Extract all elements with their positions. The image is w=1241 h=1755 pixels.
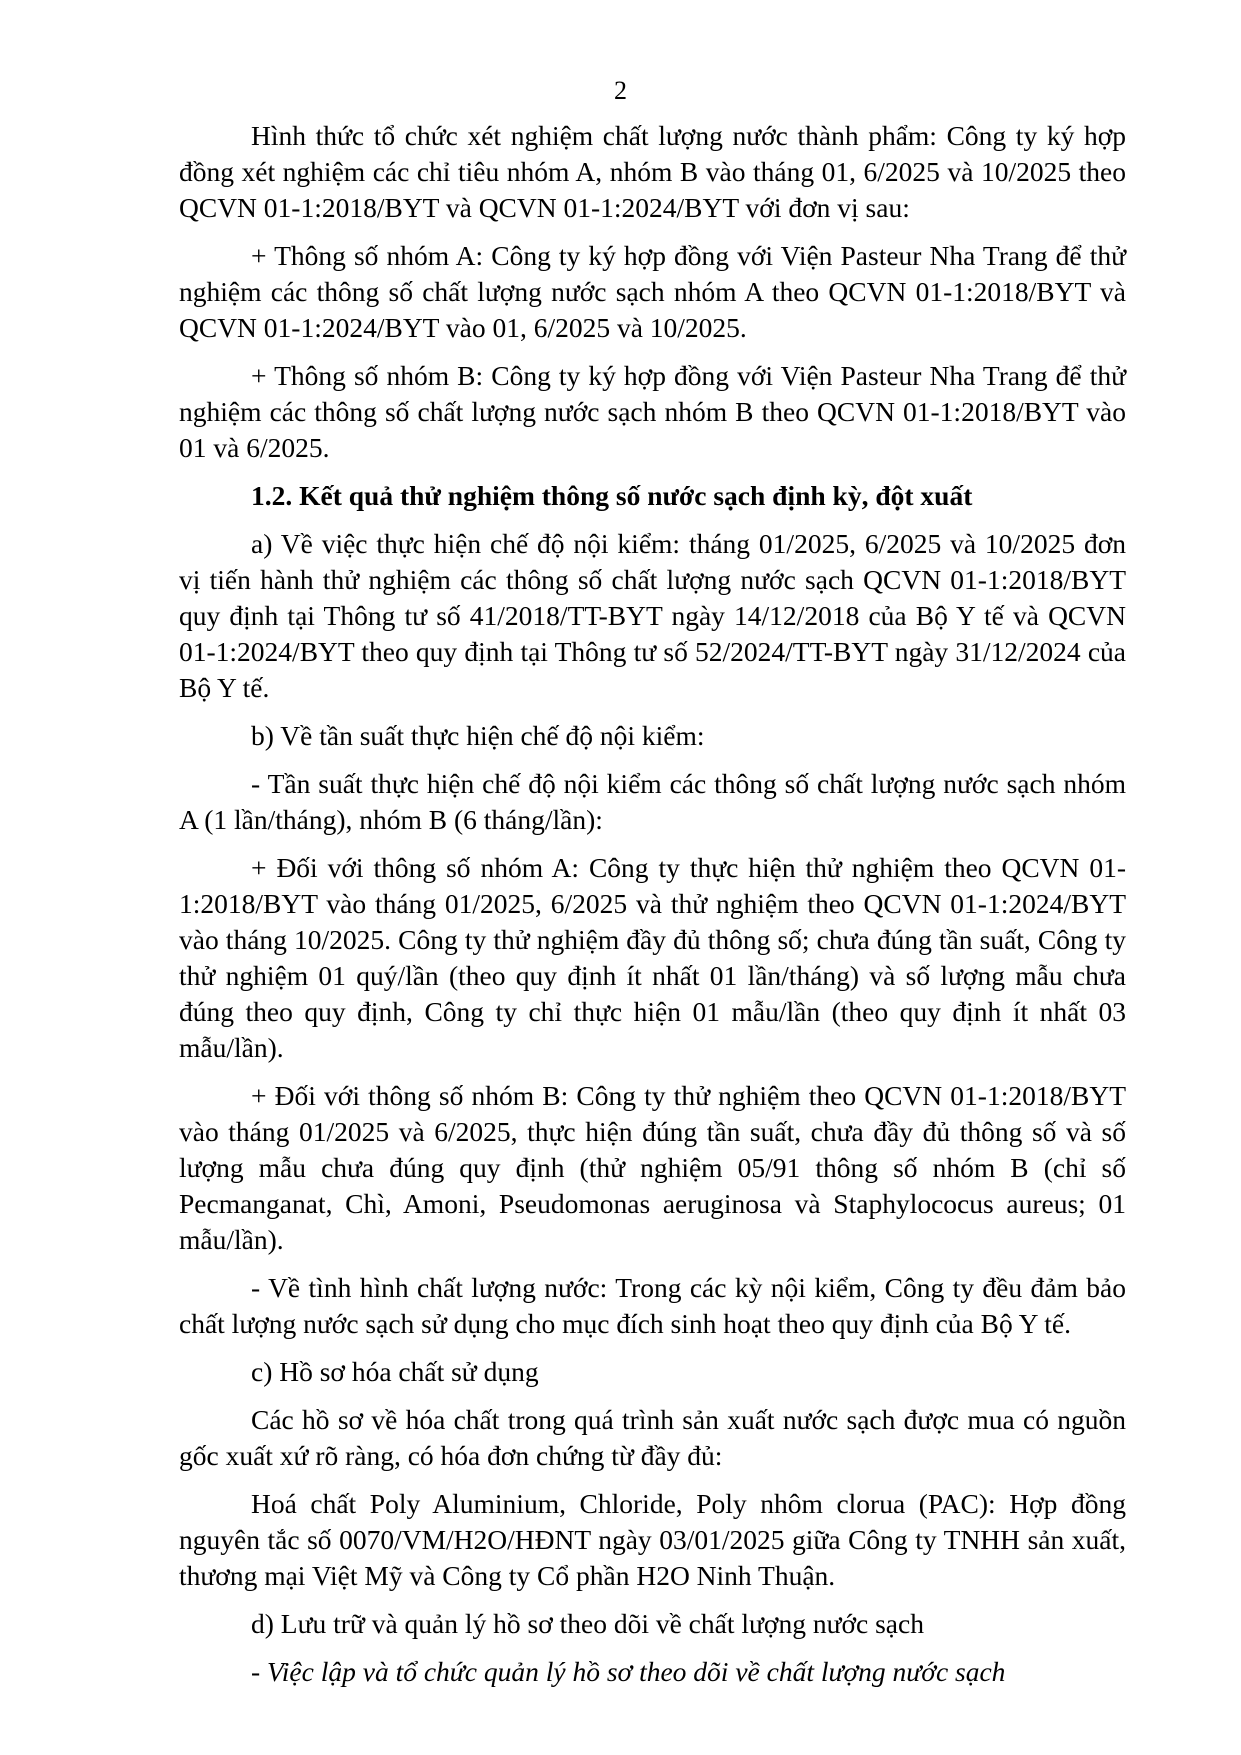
paragraph-group-b-result: + Đối với thông số nhóm B: Công ty thử nghiệm theo QCVN 01-1:2018/BYT vào tháng 01/2025 và 6/2025, thực hiện đúng tần suất, chưa đầy đủ thông số và số lượng mẫu chưa đúng quy định (thử nghiệm 05/91 thông số nhóm B (chỉ số Pecmanganat, Chì, Amoni, Pseudomonas aeruginosa và Staphylococus aureus; 01 mẫu/lần). — [179, 1080, 1126, 1255]
paragraph-chemicals-heading: c) Hồ sơ hóa chất sử dụng — [251, 1356, 539, 1387]
paragraph-group-a-contract: + Thông số nhóm A: Công ty ký hợp đồng với Viện Pasteur Nha Trang để thử nghiệm các thông số chất lượng nước sạch nhóm A theo QCVN 01-1:2018/BYT và QCVN 01-1:2024/BYT vào 01, 6/2025 và 10/2025. — [179, 240, 1126, 343]
paragraph-pac-contract: Hoá chất Poly Aluminium, Chloride, Poly nhôm clorua (PAC): Hợp đồng nguyên tắc số 0070/VM/H2O/HĐNT ngày 03/01/2025 giữa Công ty TNHH sản xuất, thương mại Việt Mỹ và Công ty Cổ phần H2O Ninh Thuận. — [179, 1488, 1126, 1591]
paragraph-water-quality: - Về tình hình chất lượng nước: Trong các kỳ nội kiểm, Công ty đều đảm bảo chất lượng nước sạch sử dụng cho mục đích sinh hoạt theo quy định của Bộ Y tế. — [179, 1272, 1126, 1339]
paragraph-frequency-heading: b) Về tần suất thực hiện chế độ nội kiểm: — [251, 720, 705, 751]
paragraph-records-management: - Việc lập và tổ chức quản lý hồ sơ theo dõi về chất lượng nước sạch — [251, 1656, 1006, 1687]
paragraph-chemical-records: Các hồ sơ về hóa chất trong quá trình sản xuất nước sạch được mua có nguồn gốc xuất xứ rõ ràng, có hóa đơn chứng từ đầy đủ: — [179, 1404, 1126, 1471]
paragraph-group-b-contract: + Thông số nhóm B: Công ty ký hợp đồng với Viện Pasteur Nha Trang để thử nghiệm các thông số chất lượng nước sạch nhóm B theo QCVN 01-1:2018/BYT vào 01 và 6/2025. — [179, 360, 1126, 463]
paragraph-internal-inspection: a) Về việc thực hiện chế độ nội kiểm: tháng 01/2025, 6/2025 và 10/2025 đơn vị tiến hành thử nghiệm các thông số chất lượng nước sạch QCVN 01-1:2018/BYT quy định tại Thông tư số 41/2018/TT-BYT ngày 14/12/2018 của Bộ Y tế và QCVN 01-1:2024/BYT theo quy định tại Thông tư số 52/2024/TT-BYT ngày 31/12/2024 của Bộ Y tế. — [179, 528, 1126, 703]
document-body — [179, 118, 1126, 1702]
page-number: 2 — [614, 76, 627, 105]
paragraph-records-heading: d) Lưu trữ và quản lý hồ sơ theo dõi về chất lượng nước sạch — [251, 1608, 924, 1639]
paragraph-testing-arrangement: Hình thức tổ chức xét nghiệm chất lượng nước thành phẩm: Công ty ký hợp đồng xét nghiệm các chỉ tiêu nhóm A, nhóm B vào tháng 01, 6/2025 và 10/2025 theo QCVN 01-1:2018/BYT và QCVN 01-1:2024/BYT với đơn vị sau: — [179, 120, 1126, 223]
paragraph-frequency-detail: - Tần suất thực hiện chế độ nội kiểm các thông số chất lượng nước sạch nhóm A (1 lần/tháng), nhóm B (6 tháng/lần): — [179, 768, 1126, 835]
paragraph-group-a-result: + Đối với thông số nhóm A: Công ty thực hiện thử nghiệm theo QCVN 01-1:2018/BYT vào tháng 01/2025, 6/2025 và thử nghiệm theo QCVN 01-1:2024/BYT vào tháng 10/2025. Công ty thử nghiệm đầy đủ thông số; chưa đúng tần suất, Công ty thử nghiệm 01 quý/lần (theo quy định ít nhất 01 lần/tháng) và số lượng mẫu chưa đúng theo quy định, Công ty chỉ thực hiện 01 mẫu/lần (theo quy định ít nhất 03 mẫu/lần). — [179, 852, 1126, 1063]
section-heading-1-2: 1.2. Kết quả thử nghiệm thông số nước sạch định kỳ, đột xuất — [251, 480, 973, 511]
